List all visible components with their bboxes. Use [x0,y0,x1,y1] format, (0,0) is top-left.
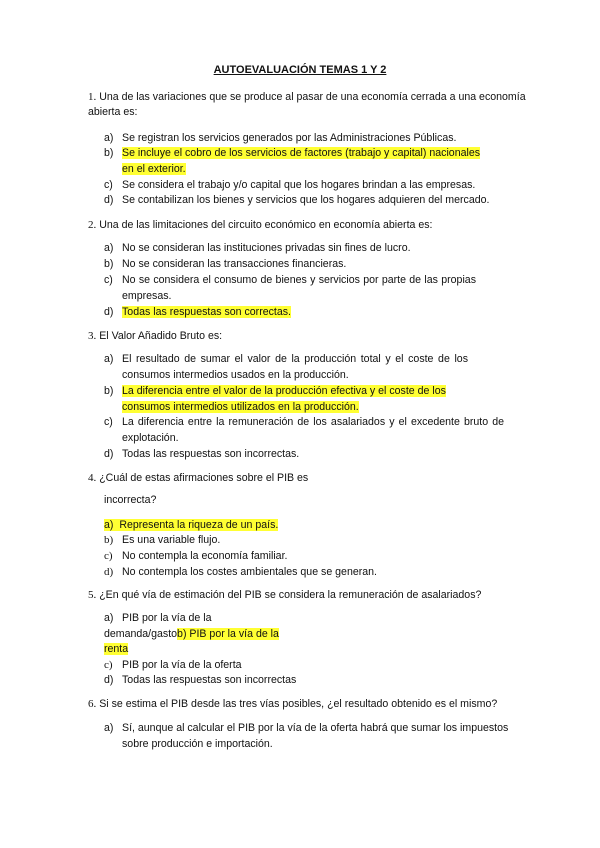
option-label: d) [104,194,114,206]
option-label: d) [104,306,114,318]
question-number: 1. [88,91,97,103]
option-text: Se considera el trabajo y/o capital que los hogares brindan a las empresas. [122,179,476,191]
highlighted-answer: La diferencia entre el valor de la producción efectiva y el coste de los consumos intermedios utilizados en la producción. [122,385,446,413]
option-label: a) [104,612,114,624]
option-text: La diferencia entre la remuneración de los asalariados y el excedente bruto de explotación. [122,416,504,444]
question-text: ¿Cuál de estas afirmaciones sobre el PIB es [99,472,309,484]
question-6 [88,697,528,712]
question-text: Una de las variaciones que se produce al pasar de una economía cerrada a una economía abierta es: [88,91,526,118]
q2-option-b [104,257,504,273]
q5-option-b-continued [104,642,128,657]
option-label: d) [104,566,114,578]
question-text: Si se estima el PIB desde las tres vías posibles, ¿el resultado obtenido es el mismo? [99,698,498,710]
option-label: c) [104,274,113,286]
q5-option-a [104,611,504,627]
option-text: No contempla los costes ambientales que se generan. [122,566,377,578]
option-label: b) [104,385,114,397]
option-label: b) [104,258,114,270]
highlighted-answer: en el exterior. [122,163,186,175]
option-label: c) [104,659,113,671]
question-4 [88,471,528,486]
option-label: a) [104,242,114,254]
q3-option-a [104,352,468,383]
option-text: Se registran los servicios generados por las Administraciones Públicas. [122,132,457,144]
question-5 [88,588,528,603]
option-text: PIB por la vía de la oferta [122,659,242,671]
q2-option-c [104,273,476,304]
question-number: 2. [88,219,97,231]
q1-option-a [104,131,504,147]
q4-option-a [104,518,504,534]
question-text: Una de las limitaciones del circuito económico en economía abierta es: [99,219,433,231]
option-text: Todas las respuestas son incorrectas. [122,448,300,460]
highlighted-answer: Se incluye el cobro de los servicios de factores (trabajo y capital) nacionales [122,147,481,159]
option-label: d) [104,674,114,686]
q1-option-c [104,178,504,194]
option-label: a) [104,353,114,365]
question-number: 5. [88,589,97,601]
q5-option-a-continued [104,627,279,642]
option-label: b) [104,147,114,159]
question-number: 6. [88,698,97,710]
q5-option-d [104,673,504,689]
q1-option-b [104,146,504,162]
q2-option-a [104,241,504,257]
option-text: No contempla la economía familiar. [122,550,288,562]
q2-option-d [104,305,504,321]
question-text: El Valor Añadido Bruto es: [99,330,223,342]
q5-option-c [104,658,504,674]
option-label: d) [104,448,114,460]
q6-option-a-continued [122,737,273,752]
q3-option-c [104,415,504,446]
q4-option-b [104,533,504,549]
q4-option-c [104,549,504,565]
question-number: 4. [88,472,97,484]
option-text: Representa la riqueza de un país. [119,519,279,531]
question-4-continued [104,493,156,508]
document-title: AUTOEVALUACIÓN TEMAS 1 Y 2 [213,64,387,76]
option-text: El resultado de sumar el valor de la producción total y el coste de los consumos intermedios usados en la producción. [122,353,468,381]
option-text: Se contabilizan los bienes y servicios que los hogares adquieren del mercado. [122,194,490,206]
option-text: No se consideran las transacciones financieras. [122,258,347,270]
question-text: incorrecta? [104,494,157,506]
q1-option-d [104,193,524,209]
option-text: No se considera el consumo de bienes y servicios por parte de las propias empresas. [122,274,476,302]
question-1 [88,90,528,120]
q1-option-b-continued [122,162,186,177]
option-label: a) [104,519,114,531]
q4-option-d [104,565,504,581]
option-text: Todas las respuestas son incorrectas [122,674,297,686]
option-text: PIB por la vía de la [122,612,212,624]
option-text: sobre producción e importación. [122,738,273,750]
option-label: a) [104,722,114,734]
question-3 [88,329,528,344]
q6-option-a [104,721,524,737]
q3-option-b [104,384,468,415]
question-2 [88,218,528,233]
q3-option-d [104,447,504,463]
option-label: b) [104,534,114,546]
option-label: c) [104,550,113,562]
option-label: c) [104,179,113,191]
option-text: No se consideran las instituciones privadas sin fines de lucro. [122,242,411,254]
question-text: ¿En qué vía de estimación del PIB se considera la remuneración de asalariados? [99,589,482,601]
option-label: c) [104,416,113,428]
question-number: 3. [88,330,97,342]
option-text: Sí, aunque al calcular el PIB por la vía de la oferta habrá que sumar los impuestos [122,722,509,734]
option-text: Es una variable flujo. [122,534,221,546]
highlighted-answer: Todas las respuestas son correctas. [122,306,291,318]
highlighted-answer: renta [104,643,129,655]
option-text: demanda/gasto [104,628,178,640]
highlighted-answer [104,519,278,531]
highlighted-answer: b) PIB por la vía de la [177,628,279,640]
option-label: a) [104,132,114,144]
